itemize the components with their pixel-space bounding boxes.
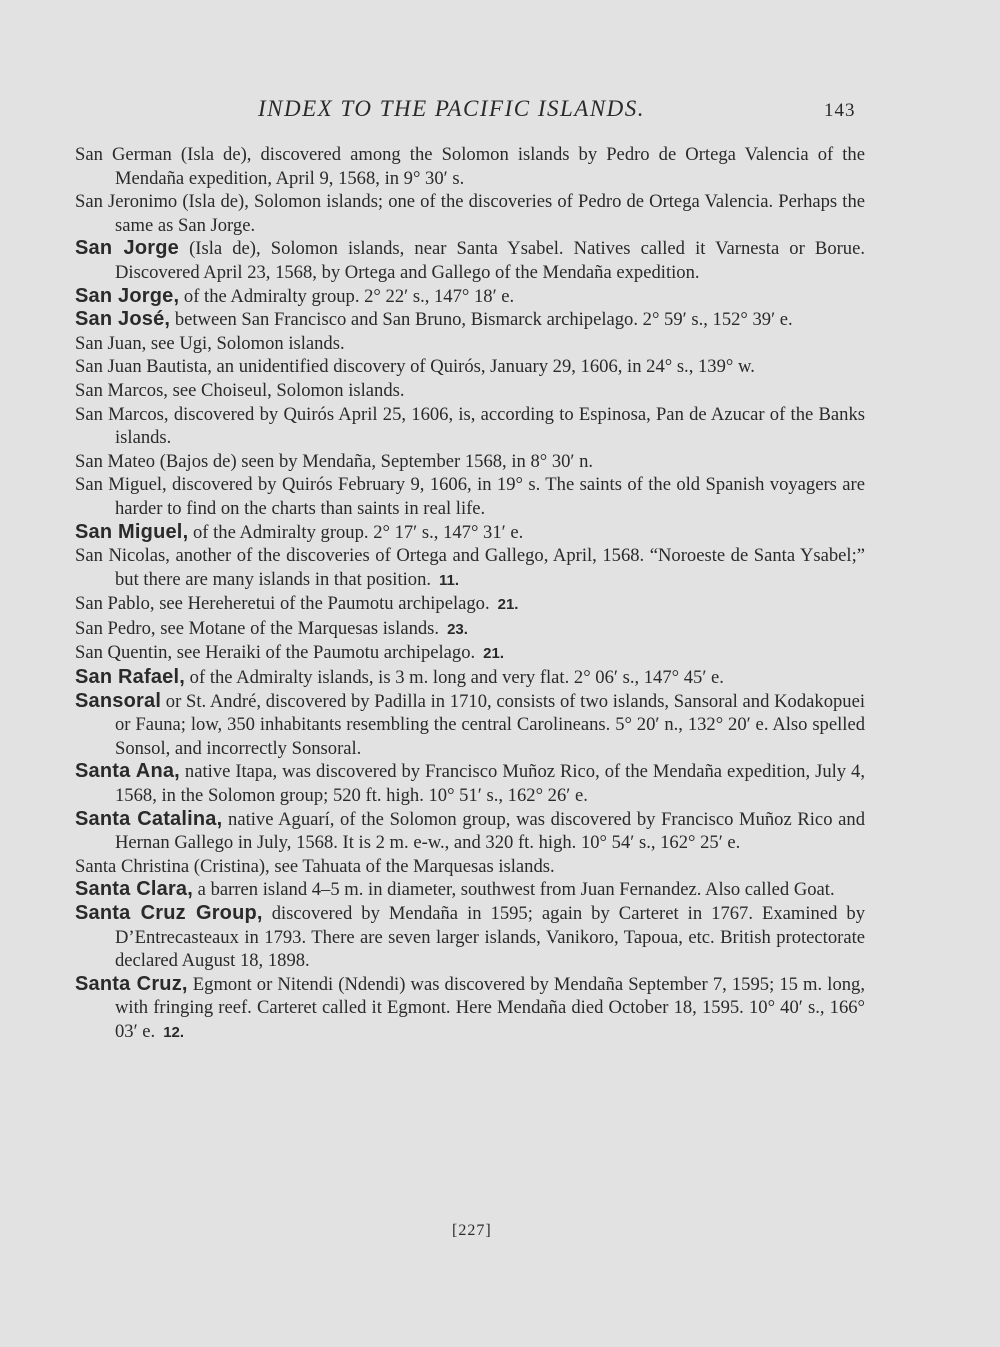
index-entry [75, 355, 865, 379]
entry-headword: San Quentin, [75, 642, 173, 664]
entry-headword: San Juan, [75, 332, 147, 354]
entry-text: (Cristina), see Tahuata of the Marquesas islands. [189, 855, 555, 877]
index-entry [75, 808, 865, 855]
entry-headword: San Mateo [75, 450, 156, 472]
index-entry [75, 473, 865, 520]
entry-headword: Santa Catalina, [75, 807, 223, 830]
running-title: INDEX TO THE PACIFIC ISLANDS. [258, 96, 646, 121]
entry-text: native Itapa, was discovered by Francisco Muñoz Rico, of the Mendaña expedition, July 4, 1568, in the Solomon group; 520 ft. high. 10° 51′ s., 162° 26′ e. [115, 761, 866, 807]
entry-headword: San Nicolas, [75, 545, 170, 567]
index-entry [75, 308, 865, 332]
folio-number: [227] [452, 1222, 492, 1239]
index-entry [75, 285, 865, 309]
index-entry [75, 450, 865, 474]
entry-text: see Heraiki of the Paumotu archipelago. [172, 642, 476, 664]
index-entry [75, 902, 865, 973]
entry-headword: Santa Ana, [75, 760, 180, 783]
entry-headword: San German [75, 144, 172, 165]
entry-reference: 12. [163, 1023, 185, 1041]
entry-headword: San Jorge, [75, 284, 180, 307]
index-entry [75, 973, 865, 1045]
entry-text: discovered by Quirós April 25, 1606, is, according to Espinosa, Pan de Azucar of the Banks islands. [115, 403, 866, 449]
index-entries [75, 143, 865, 1045]
entry-text: native Aguarí, of the Solomon group, was discovered by Francisco Muñoz Rico and Hernan Gallego in July, 1568. It is 2 m. e-w., and 320 ft. high. 10° 54′ s., 162° 25′ e. [115, 808, 865, 854]
entry-text: of the Admiralty group. 2° 17′ s., 147° 31′ e. [188, 521, 524, 543]
entry-headword: San Miguel, [75, 520, 189, 543]
index-entry [75, 666, 865, 690]
index-entry [75, 617, 865, 642]
entry-headword: San Pedro, [75, 617, 156, 639]
index-entry [75, 521, 865, 545]
entry-text: another of the discoveries of Ortega and Gallego, April, 1568. “Noroeste de Santa Ysabel;” but there are many islands in that position. [115, 545, 865, 590]
index-entry [75, 403, 865, 450]
running-head [0, 96, 1000, 128]
entry-headword: San José, [75, 308, 171, 331]
entry-text: (Isla de), Solomon islands; one of the discoveries of Pedro de Ortega Valencia. Perhaps the same as San Jorge. [115, 191, 865, 236]
entry-headword: San Miguel, [75, 474, 167, 496]
index-entry [75, 379, 865, 403]
entry-text: of the Admiralty group. 2° 22′ s., 147° 18′ e. [179, 285, 515, 307]
entry-headword: San Pablo, [75, 593, 155, 615]
entry-headword: San Rafael, [75, 666, 186, 689]
entry-text: (Isla de), discovered among the Solomon islands by Pedro de Ortega Valencia of the Mendaña expedition, April 9, 1568, in 9° 30′ s. [115, 144, 865, 189]
entry-text: (Bajos de) seen by Mendaña, September 1568, in 8° 30′ n. [155, 450, 594, 472]
index-entry [75, 143, 865, 190]
entry-headword: Sansoral [75, 689, 162, 712]
entry-headword: Santa Clara, [75, 878, 194, 901]
entry-text: (Isla de), Solomon islands, near Santa Ysabel. Natives called it Varnesta or Borue. Discovered April 23, 1568, by Ortega and Gallego of the Mendaña expedition. [115, 238, 866, 283]
entry-text: see Hereheretui of the Paumotu archipelago. [154, 593, 490, 615]
page-number: 143 [824, 100, 856, 121]
entry-headword: San Jeronimo [75, 191, 178, 213]
entry-text: between San Francisco and San Bruno, Bismarck archipelago. 2° 59′ s., 152° 39′ e. [170, 309, 793, 331]
entry-text: see Choiseul, Solomon islands. [167, 379, 405, 401]
index-entry [75, 855, 865, 879]
index-entry [75, 641, 865, 666]
index-entry [75, 878, 865, 902]
entry-text: see Motane of the Marquesas islands. [155, 617, 440, 639]
index-entry [75, 760, 865, 807]
entry-headword: Santa Christina [75, 855, 190, 877]
entry-reference: 23. [447, 620, 468, 638]
entry-text: discovered by Mendaña in 1595; again by Carteret in 1767. Examined by D’Entrecasteaux in 1793. There are seven larger islands, Vanikoro, Tapoua, etc. British protectorate declared August 18, 1898. [115, 903, 865, 972]
entry-headword: Santa Cruz, [75, 972, 188, 995]
index-entry [75, 592, 865, 617]
entry-text: an unidentified discovery of Quirós, January 29, 1606, in 24° s., 139° w. [211, 356, 755, 378]
entry-reference: 11. [439, 571, 460, 589]
entry-headword: San Juan Bautista, [75, 356, 212, 378]
index-entry [75, 544, 865, 592]
entry-text: see Ugi, Solomon islands. [146, 332, 345, 354]
entry-text: Egmont or Nitendi (Ndendi) was discovered by Mendaña September 7, 1595; 15 m. long, with fringing reef. Carteret called it Egmont. Here Mendaña died October 18, 1595. 10° 40′ s., 166° 03′ e. [115, 973, 865, 1042]
index-entry [75, 690, 865, 761]
index-entry [75, 237, 865, 284]
entry-headword: San Jorge [75, 237, 179, 260]
entry-headword: San Marcos, [75, 379, 168, 401]
entry-text: or St. André, discovered by Padilla in 1710, consists of two islands, Sansoral and Kodakopuei or Fauna; low, 350 inhabitants resembling the central Carolineans. 5° 20′ n., 132° 20′ e. Also spelled Sonsol, and incorrectly Sonsoral. [115, 690, 865, 759]
entry-headword: Santa Cruz Group, [75, 902, 263, 924]
entry-text: of the Admiralty islands, is 3 m. long and very flat. 2° 06′ s., 147° 45′ e. [185, 667, 724, 689]
entry-headword: San Marcos, [75, 403, 169, 425]
entry-reference: 21. [497, 596, 519, 614]
index-entry [75, 190, 865, 237]
entry-text: discovered by Quirós February 9, 1606, in 19° s. The saints of the old Spanish voyagers are harder to find on the charts than saints in real life. [115, 474, 865, 519]
entry-text: a barren island 4–5 m. in diameter, southwest from Juan Fernandez. Also called Goat. [193, 879, 835, 901]
index-entry [75, 332, 865, 356]
entry-reference: 21. [483, 645, 505, 663]
